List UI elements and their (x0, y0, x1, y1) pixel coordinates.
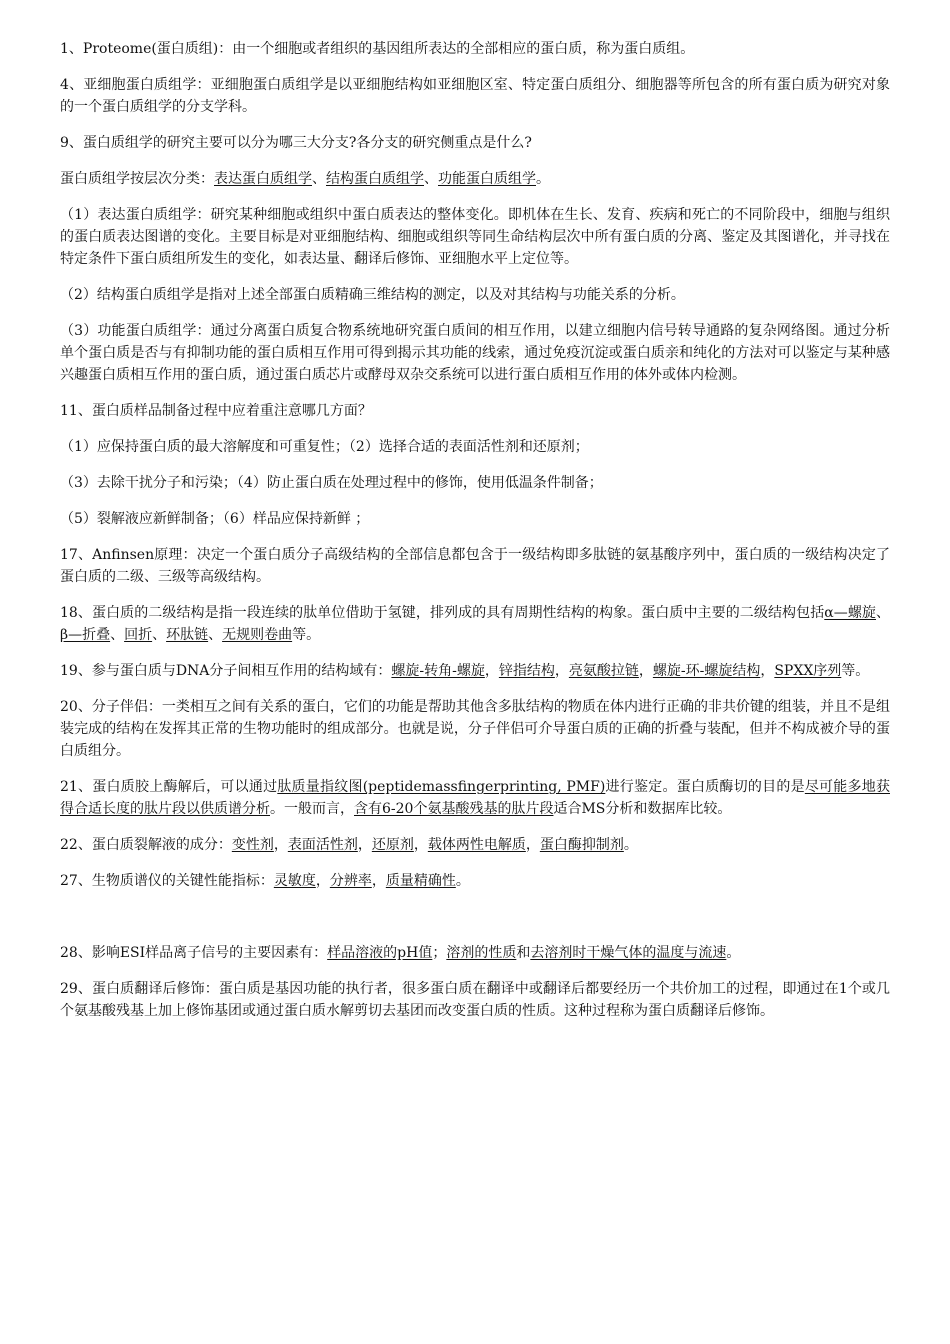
item-9-classification: 蛋白质组学按层次分类：表达蛋白质组学、结构蛋白质组学、功能蛋白质组学。 (60, 171, 550, 187)
item-20-molecular-chaperone: 20、分子伴侣：一类相互之间有关系的蛋白，它们的功能是帮助其他含多肽结构的物质在体内进行正确的非共价键的组装，并且不是组装完成的结构在发挥其正常的生物功能时的组成部分。也就是说，分子伴侣可介导蛋白质的正确的折叠与装配，但并不构成被介导的蛋白质组分。 (60, 699, 890, 759)
branch-functional: 功能蛋白质组学 (438, 171, 536, 187)
item-11-line-2: （3）去除干扰分子和污染；（4）防止蛋白质在处理过程中的修饰，使用低温条件制备； (60, 475, 603, 491)
branch-structural: 结构蛋白质组学 (326, 171, 424, 187)
blank-gap (60, 906, 890, 942)
item-22-lysis-buffer: 22、蛋白质裂解液的成分：变性剂，表面活性剂，还原剂，载体两性电解质，蛋白酶抑制剂。 (60, 837, 638, 853)
item-9-question: 9、蛋白质组学的研究主要可以分为哪三大分支?各分支的研究侧重点是什么? (60, 135, 532, 151)
branch-expression: 表达蛋白质组学 (214, 171, 312, 187)
item-27-mass-spec-metrics: 27、生物质谱仪的关键性能指标：灵敏度，分辨率，质量精确性。 (60, 873, 470, 889)
item-1-proteome: 1、Proteome(蛋白质组)：由一个细胞或者组织的基因组所表达的全部相应的蛋白质，称为蛋白质组。 (60, 41, 695, 57)
item-11-line-3: （5）裂解液应新鲜制备；（6）样品应保持新鲜 ； (60, 511, 370, 527)
item-11-line-1: （1）应保持蛋白质的最大溶解度和可重复性；（2）选择合适的表面活性剂和还原剂； (60, 439, 589, 455)
item-18-secondary-structure: 18、蛋白质的二级结构是指一段连续的肽单位借助于氢键，排列成的具有周期性结构的构象。蛋白质中主要的二级结构包括α—螺旋、β—折叠、回折、环肽链、无规则卷曲等。 (60, 605, 890, 643)
item-28-esi-factors: 28、影响ESI样品离子信号的主要因素有：样品溶液的pH值；溶剂的性质和去溶剂时干燥气体的温度与流速。 (60, 945, 741, 961)
document-page (60, 38, 890, 1036)
item-21-in-gel-digestion: 21、蛋白质胶上酶解后，可以通过肽质量指纹图(peptidemassfingerprinting, PMF)进行鉴定。蛋白质酶切的目的是尽可能多地获得合适长度的肽片段以供质谱分析。一般而言，含有6-20个氨基酸残基的肽片段适合MS分析和数据库比较。 (60, 779, 890, 817)
item-17-anfinsen: 17、Anfinsen原理：决定一个蛋白质分子高级结构的全部信息都包含于一级结构即多肽链的氨基酸序列中，蛋白质的一级结构决定了蛋白质的二级、三级等高级结构。 (60, 547, 890, 585)
item-9-branch-1: （1）表达蛋白质组学：研究某种细胞或组织中蛋白质表达的整体变化。即机体在生长、发育、疾病和死亡的不同阶段中，细胞与组织的蛋白质表达图谱的变化。主要目标是对亚细胞结构、细胞或组织等同生命结构层次中所有蛋白质的分离、鉴定及其图谱化，并寻找在特定条件下蛋白质组所发生的变化，如表达量、翻译后修饰、亚细胞水平上定位等。 (60, 207, 890, 267)
item-19-dna-binding-domains: 19、参与蛋白质与DNA分子间相互作用的结构域有：螺旋-转角-螺旋，锌指结构，亮氨酸拉链，螺旋-环-螺旋结构，SPXX序列等。 (60, 663, 870, 679)
item-4-subcellular-proteomics: 4、亚细胞蛋白质组学：亚细胞蛋白质组学是以亚细胞结构如亚细胞区室、特定蛋白质组分、细胞器等所包含的所有蛋白质为研究对象的一个蛋白质组学的分支学科。 (60, 77, 890, 115)
item-29-ptm: 29、蛋白质翻译后修饰：蛋白质是基因功能的执行者，很多蛋白质在翻译中或翻译后都要经历一个共价加工的过程，即通过在1个或几个氨基酸残基上加上修饰基团或通过蛋白质水解剪切去基团而改变蛋白质的性质。这种过程称为蛋白质翻译后修饰。 (60, 981, 890, 1019)
item-9-branch-2: （2）结构蛋白质组学是指对上述全部蛋白质精确三维结构的测定，以及对其结构与功能关系的分析。 (60, 287, 685, 303)
item-9-branch-3: （3）功能蛋白质组学：通过分离蛋白质复合物系统地研究蛋白质间的相互作用，以建立细胞内信号转导通路的复杂网络图。通过分析单个蛋白质是否与有抑制功能的蛋白质相互作用可得到揭示其功能的线索，通过免疫沉淀或蛋白质亲和纯化的方法对可以鉴定与某种感兴趣蛋白质相互作用的蛋白质，通过蛋白质芯片或酵母双杂交系统可以进行蛋白质相互作用的体外或体内检测。 (60, 323, 890, 383)
item-11-question: 11、蛋白质样品制备过程中应着重注意哪几方面？ (60, 403, 372, 419)
